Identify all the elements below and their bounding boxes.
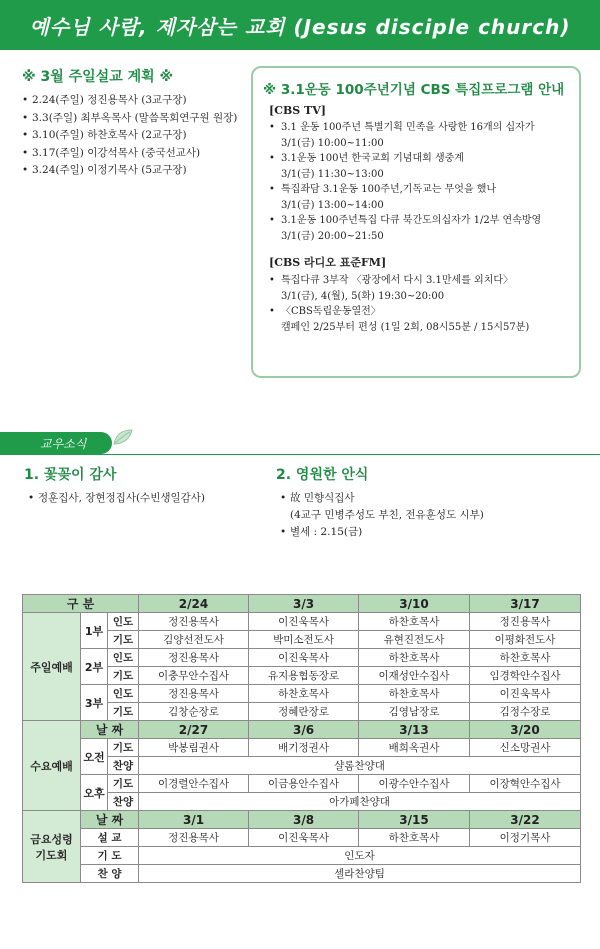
list-item bbox=[263, 182, 569, 213]
sermon-plan-title: ※ 3월 주일설교 계획 ※ bbox=[22, 69, 174, 85]
program-time: 3/1(금) 11:30~13:00 bbox=[281, 168, 384, 180]
program-time: 3/1(금) 10:00~11:00 bbox=[281, 137, 384, 149]
table-cell: 하찬호목사 bbox=[470, 649, 581, 667]
list-item: • 3.10(주일) 하찬호목사 (2교구장) bbox=[22, 127, 252, 145]
table-cell: 하찬호목사 bbox=[359, 829, 470, 847]
role-label: 찬양 bbox=[108, 757, 139, 775]
eternal-rest bbox=[276, 464, 576, 541]
table-cell: 정진용목사 bbox=[470, 613, 581, 631]
date-cell: 3/1 bbox=[139, 811, 249, 829]
part-label: 오전 bbox=[81, 739, 108, 775]
table-cell: 유지용협동장로 bbox=[249, 667, 359, 685]
table-cell: 이진욱목사 bbox=[249, 829, 359, 847]
list-item: • 3.17(주일) 이강석목사 (중국선교사) bbox=[22, 145, 252, 163]
news-tab-label: 교우소식 bbox=[0, 432, 112, 454]
date-cell: 3/10 bbox=[359, 595, 470, 613]
role-label: 찬양 bbox=[108, 793, 139, 811]
date-cell: 3/8 bbox=[249, 811, 359, 829]
part-label: 1부 bbox=[81, 613, 108, 649]
table-cell: 하찬호목사 bbox=[359, 649, 470, 667]
role-label: 기 도 bbox=[81, 847, 139, 865]
header-label: 구 분 bbox=[23, 595, 139, 613]
role-label: 기도 bbox=[108, 667, 139, 685]
role-label: 인도 bbox=[108, 649, 139, 667]
table-cell: 배기정권사 bbox=[249, 739, 359, 757]
table-cell: 이금용안수집사 bbox=[249, 775, 359, 793]
table-cell: 이진욱목사 bbox=[470, 685, 581, 703]
program-time: 3/1(금) 13:00~14:00 bbox=[281, 199, 384, 211]
date-cell: 3/17 bbox=[470, 595, 581, 613]
role-label: 기도 bbox=[108, 631, 139, 649]
program-title: 3.1 운동 100주년 특별기획 민족을 사랑한 16개의 십자가 bbox=[281, 122, 535, 133]
sermon-plan bbox=[22, 66, 252, 180]
table-cell: 이충무안수집사 bbox=[139, 667, 249, 685]
sunday-label: 주일예배 bbox=[23, 613, 81, 721]
leaf-icon bbox=[112, 428, 134, 446]
table-row bbox=[23, 685, 581, 703]
table-cell: 김창순장로 bbox=[139, 703, 249, 721]
friday-label bbox=[23, 811, 81, 883]
cbs-title: ※ 3.1운동 100주년기념 CBS 특집프로그램 안내 bbox=[263, 82, 565, 98]
table-cell: 정진용목사 bbox=[139, 649, 249, 667]
date-cell: 3/15 bbox=[359, 811, 470, 829]
list-item: (4교구 민병주성도 부친, 전유훈성도 시부) bbox=[290, 509, 484, 521]
table-cell: 샬롬찬양대 bbox=[139, 757, 581, 775]
table-cell: 하찬호목사 bbox=[249, 685, 359, 703]
table-cell: 이진욱목사 bbox=[249, 613, 359, 631]
table-cell: 정혜란장로 bbox=[249, 703, 359, 721]
list-item bbox=[263, 213, 569, 244]
program-title: 3.1운동 100년 한국교회 기념대회 생중계 bbox=[281, 153, 464, 164]
list-item bbox=[263, 151, 569, 182]
program-time: 3/1(금), 4(월), 5(화) 19:30~20:00 bbox=[281, 290, 445, 302]
date-cell: 3/22 bbox=[470, 811, 581, 829]
part-label: 오후 bbox=[81, 775, 108, 811]
table-row bbox=[23, 847, 581, 865]
flower-thanks-title: 1. 꽃꽂이 감사 bbox=[24, 467, 117, 483]
table-cell: 이장혁안수집사 bbox=[470, 775, 581, 793]
table-row bbox=[23, 739, 581, 757]
table-cell: 인도자 bbox=[139, 847, 581, 865]
date-cell: 2/27 bbox=[139, 721, 249, 739]
cbs-fm-label: [CBS 라디오 표준FM] bbox=[269, 256, 387, 269]
date-cell: 3/3 bbox=[249, 595, 359, 613]
program-title: 〈CBS독립운동열전〉 bbox=[281, 306, 381, 317]
table-cell: 유현진전도사 bbox=[359, 631, 470, 649]
table-cell: 정진용목사 bbox=[139, 613, 249, 631]
program-time: 3/1(금) 20:00~21:50 bbox=[281, 230, 384, 242]
table-cell: 배희옥권사 bbox=[359, 739, 470, 757]
table-row bbox=[23, 649, 581, 667]
role-label: 기도 bbox=[108, 739, 139, 757]
date-label: 날 짜 bbox=[81, 721, 139, 739]
list-item: • 3.3(주일) 최부옥목사 (말씀목회연구원 원장) bbox=[22, 110, 252, 128]
role-label: 인도 bbox=[108, 613, 139, 631]
table-cell: 정진용목사 bbox=[139, 829, 249, 847]
table-row bbox=[23, 613, 581, 631]
table-cell: 이평화전도사 bbox=[470, 631, 581, 649]
part-label: 3부 bbox=[81, 685, 108, 721]
role-label: 기도 bbox=[108, 775, 139, 793]
program-title: 특집좌담 3.1운동 100주년,기독교는 무엇을 했나 bbox=[281, 184, 497, 195]
table-row bbox=[23, 721, 581, 739]
cbs-tv-list bbox=[263, 120, 569, 244]
list-item bbox=[263, 304, 569, 335]
table-cell: 김정수장로 bbox=[470, 703, 581, 721]
cbs-fm-list bbox=[263, 273, 569, 335]
friday-label-line: 기도회 bbox=[35, 848, 68, 862]
header-banner bbox=[0, 0, 600, 50]
role-label: 기도 bbox=[108, 703, 139, 721]
table-cell: 이경렬안수집사 bbox=[139, 775, 249, 793]
program-title: 특집다큐 3부작 〈광장에서 다시 3.1만세를 외치다〉 bbox=[281, 275, 514, 286]
friday-label-line: 금요성령 bbox=[30, 832, 73, 846]
table-cell: 김영남장로 bbox=[359, 703, 470, 721]
table-row bbox=[23, 595, 581, 613]
program-title: 3.1운동 100주년특집 다큐 북간도의십자가 1/2부 연속방영 bbox=[281, 215, 542, 226]
table-cell: 하찬호목사 bbox=[359, 613, 470, 631]
table-cell: 이정기목사 bbox=[470, 829, 581, 847]
list-item bbox=[263, 120, 569, 151]
table-row bbox=[23, 829, 581, 847]
table-row bbox=[23, 811, 581, 829]
table-cell: 이광수안수집사 bbox=[359, 775, 470, 793]
table-cell: 신소망권사 bbox=[470, 739, 581, 757]
list-item: • 2.24(주일) 정진용목사 (3교구장) bbox=[22, 92, 252, 110]
role-label: 설 교 bbox=[81, 829, 139, 847]
flower-thanks bbox=[24, 464, 264, 507]
date-cell: 3/20 bbox=[470, 721, 581, 739]
table-cell: 셀라찬양팀 bbox=[139, 865, 581, 883]
table-cell: 아가페찬양대 bbox=[139, 793, 581, 811]
service-schedule-table bbox=[22, 594, 581, 883]
role-label: 인도 bbox=[108, 685, 139, 703]
list-item bbox=[263, 273, 569, 304]
divider bbox=[0, 454, 600, 455]
list-item: • 故 민향식집사 bbox=[276, 490, 576, 507]
list-item: • 별세 : 2.15(금) bbox=[276, 524, 576, 541]
table-row bbox=[23, 865, 581, 883]
eternal-rest-title: 2. 영원한 안식 bbox=[276, 467, 369, 483]
date-label: 날 짜 bbox=[81, 811, 139, 829]
role-label: 찬 양 bbox=[81, 865, 139, 883]
cbs-program-box bbox=[251, 66, 581, 378]
table-cell: 박미소전도사 bbox=[249, 631, 359, 649]
church-title: 예수님 사람, 제자삼는 교회 (Jesus disciple church) bbox=[29, 14, 571, 39]
table-cell: 이재성안수집사 bbox=[359, 667, 470, 685]
date-cell: 2/24 bbox=[139, 595, 249, 613]
sermon-list bbox=[22, 92, 252, 180]
table-cell: 임경학안수집사 bbox=[470, 667, 581, 685]
program-time: 캠페인 2/25부터 편성 (1일 2회, 08시55분 / 15시57분) bbox=[281, 321, 530, 333]
date-cell: 3/6 bbox=[249, 721, 359, 739]
table-cell: 정진용목사 bbox=[139, 685, 249, 703]
table-cell: 박봉림권사 bbox=[139, 739, 249, 757]
list-item: • 3.24(주일) 이정기목사 (5교구장) bbox=[22, 162, 252, 180]
table-cell: 김양선전도사 bbox=[139, 631, 249, 649]
list-item: • 정훈집사, 장현정집사(수빈생일감사) bbox=[24, 490, 264, 507]
news-section-tab bbox=[0, 432, 125, 454]
table-cell: 하찬호목사 bbox=[359, 685, 470, 703]
part-label: 2부 bbox=[81, 649, 108, 685]
wednesday-label: 수요예배 bbox=[23, 721, 81, 811]
date-cell: 3/13 bbox=[359, 721, 470, 739]
cbs-tv-label: [CBS TV] bbox=[269, 104, 326, 117]
table-row bbox=[23, 775, 581, 793]
table-cell: 이진욱목사 bbox=[249, 649, 359, 667]
